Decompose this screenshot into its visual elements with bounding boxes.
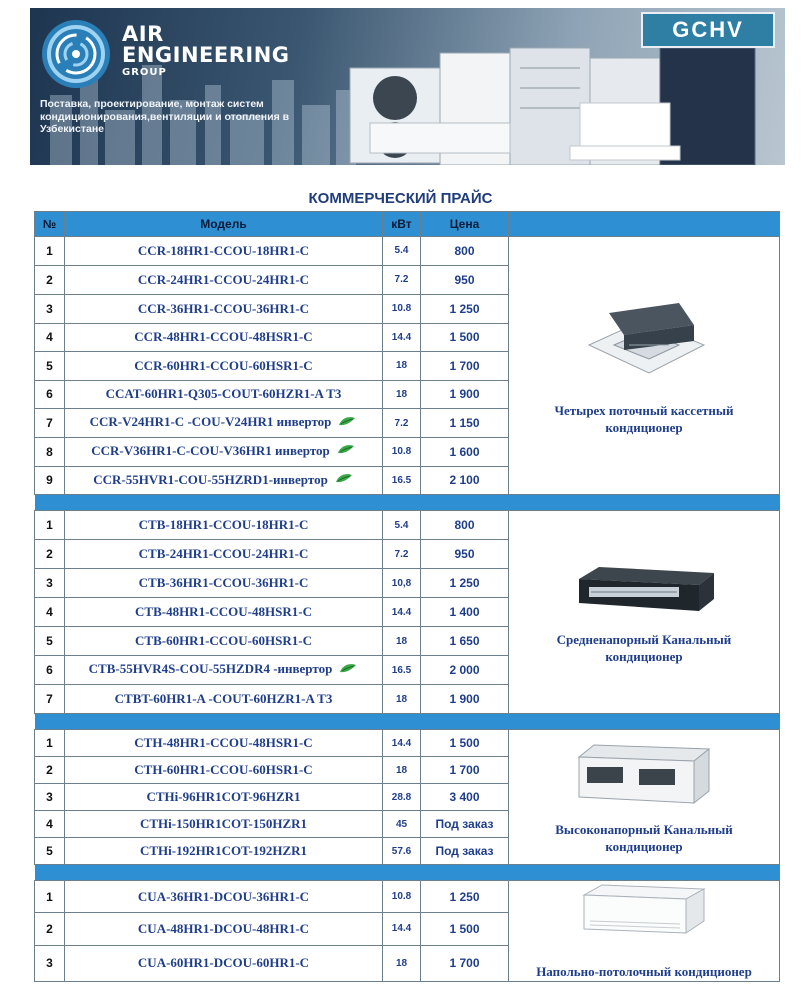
model-cell [65, 913, 383, 945]
power-kw: 14.4 [383, 598, 421, 627]
row-number: 3 [35, 294, 65, 323]
section-description-cell [509, 730, 780, 865]
model-cell [65, 540, 383, 569]
price-value: 1 150 [421, 409, 509, 438]
cassette-ac-image [509, 295, 779, 395]
row-number: 5 [35, 627, 65, 656]
model-name: CCR-55HVR1-COU-55HZRD1-инвертор [93, 471, 328, 487]
model-cell [65, 237, 383, 266]
section-description-cell [509, 511, 780, 714]
row-number: 1 [35, 511, 65, 540]
table-row [35, 730, 780, 757]
model-cell [65, 598, 383, 627]
price-value: 800 [421, 511, 509, 540]
duct-ac-image [509, 559, 779, 624]
price-value: 1 400 [421, 598, 509, 627]
model-name: CTHi-150HR1COT-150HZR1 [139, 816, 308, 831]
model-cell [65, 656, 383, 685]
power-kw: 14.4 [383, 323, 421, 352]
section-description-line2: кондиционер [605, 648, 683, 664]
model-name: CCR-18HR1-CCOU-18HR1-C [137, 242, 310, 258]
section-description-line1: Высоконапорный Канальный [555, 821, 733, 837]
model-name: CTB-36HR1-CCOU-36HR1-C [138, 575, 309, 590]
model-cell [65, 730, 383, 757]
power-kw: 18 [383, 757, 421, 784]
header-banner [30, 8, 785, 165]
model-name: CTHi-96HR1COT-96HZR1 [146, 789, 301, 804]
price-value: 3 400 [421, 784, 509, 811]
table-row [35, 237, 780, 266]
power-kw: 28.8 [383, 784, 421, 811]
row-number: 1 [35, 730, 65, 757]
power-kw: 45 [383, 811, 421, 838]
row-number: 2 [35, 913, 65, 945]
power-kw: 57.6 [383, 838, 421, 865]
power-kw: 16.5 [383, 656, 421, 685]
row-number: 6 [35, 656, 65, 685]
row-number: 8 [35, 438, 65, 467]
model-cell [65, 627, 383, 656]
row-number: 7 [35, 409, 65, 438]
model-name: CCR-48HR1-CCOU-48HSR1-C [134, 329, 313, 345]
model-cell [65, 409, 383, 438]
model-cell [65, 569, 383, 598]
model-name: CTH-60HR1-CCOU-60HSR1-C [134, 762, 313, 777]
section-description-cell [509, 237, 780, 495]
model-name: CCR-24HR1-CCOU-24HR1-C [137, 271, 310, 287]
section-description [509, 632, 779, 666]
price-table [34, 211, 780, 982]
model-name: CCAT-60HR1-Q305-COUT-60HZR1-A T3 [105, 386, 342, 402]
price-value: 1 250 [421, 569, 509, 598]
model-name: CCR-V36HR1-C-COU-V36HR1 инвертор [91, 443, 330, 459]
row-number: 7 [35, 685, 65, 714]
model-name: CTB-18HR1-CCOU-18HR1-C [138, 517, 309, 532]
row-number: 1 [35, 237, 65, 266]
section-divider-cell [35, 495, 780, 511]
power-kw: 18 [383, 627, 421, 656]
power-kw: 7.2 [383, 409, 421, 438]
brand-line-1: AIR [122, 22, 164, 46]
model-cell [65, 323, 383, 352]
header-num: № [35, 212, 65, 237]
price-value: Под заказ [421, 838, 509, 865]
model-cell [65, 784, 383, 811]
price-value: 1 500 [421, 730, 509, 757]
model-name: CTB-55HVR4S-COU-55HZDR4 -инвертор [88, 661, 333, 677]
model-cell [65, 838, 383, 865]
model-cell [65, 881, 383, 913]
eco-leaf-icon [338, 663, 358, 679]
company-tagline: Поставка, проектирование, монтаж систем кондиционирования,вентиляции и отопления в Узбекистане [40, 98, 290, 136]
section-description-line1: Напольно-потолочный кондиционер [536, 964, 752, 979]
table-row [35, 511, 780, 540]
price-value: 1 700 [421, 352, 509, 381]
price-value: 1 250 [421, 881, 509, 913]
header-price: Цена [421, 212, 509, 237]
price-value: 1 700 [421, 757, 509, 784]
gchv-partner-logo: GCHV [641, 12, 775, 48]
price-value: 1 650 [421, 627, 509, 656]
model-cell [65, 265, 383, 294]
eco-leaf-icon [336, 444, 356, 460]
header-blank [509, 212, 780, 237]
model-cell [65, 352, 383, 381]
power-kw: 14.4 [383, 730, 421, 757]
power-kw: 18 [383, 685, 421, 714]
row-number: 4 [35, 811, 65, 838]
price-value: 1 900 [421, 380, 509, 409]
row-number: 1 [35, 881, 65, 913]
price-value: 1 700 [421, 945, 509, 981]
model-name: CUA-60HR1-DCOU-60HR1-C [137, 955, 310, 971]
row-number: 2 [35, 265, 65, 294]
power-kw: 10.8 [383, 881, 421, 913]
model-name: CUA-36HR1-DCOU-36HR1-C [137, 888, 310, 904]
model-cell [65, 438, 383, 467]
price-value: 1 900 [421, 685, 509, 714]
section-divider [35, 714, 780, 730]
power-kw: 10.8 [383, 294, 421, 323]
price-value: 1 600 [421, 438, 509, 467]
brand-line-3: GROUP [122, 67, 167, 78]
row-number: 4 [35, 598, 65, 627]
power-kw: 14.4 [383, 913, 421, 945]
model-cell [65, 511, 383, 540]
price-value: Под заказ [421, 811, 509, 838]
model-name: CTB-24HR1-CCOU-24HR1-C [138, 546, 309, 561]
price-value: 950 [421, 540, 509, 569]
power-kw: 18 [383, 945, 421, 981]
model-name: CCR-V24HR1-C -COU-V24HR1 инвертор [89, 414, 332, 430]
power-kw: 18 [383, 380, 421, 409]
eco-leaf-icon [337, 416, 357, 432]
table-header-row [35, 212, 780, 237]
price-value: 2 000 [421, 656, 509, 685]
model-cell [65, 811, 383, 838]
section-description-line1: Средненапорный Канальный [556, 631, 732, 647]
price-value: 950 [421, 265, 509, 294]
power-kw: 16.5 [383, 466, 421, 495]
model-name: CTHi-192HR1COT-192HZR1 [139, 843, 308, 858]
header-model: Модель [65, 212, 383, 237]
model-cell [65, 685, 383, 714]
table-row [35, 881, 780, 913]
row-number: 3 [35, 784, 65, 811]
model-cell [65, 380, 383, 409]
company-name [122, 24, 290, 78]
floor-ceiling-ac-image [509, 881, 779, 946]
row-number: 3 [35, 945, 65, 981]
hvac-units-image [340, 28, 760, 165]
model-name: CCR-36HR1-CCOU-36HR1-C [137, 300, 310, 316]
model-name: CTB-60HR1-CCOU-60HSR1-C [135, 633, 312, 648]
model-cell [65, 757, 383, 784]
model-cell [65, 294, 383, 323]
price-value: 1 500 [421, 323, 509, 352]
power-kw: 10.8 [383, 438, 421, 467]
row-number: 5 [35, 352, 65, 381]
section-divider-cell [35, 865, 780, 881]
model-name: CUA-48HR1-DCOU-48HR1-C [137, 920, 310, 936]
power-kw: 18 [383, 352, 421, 381]
row-number: 9 [35, 466, 65, 495]
model-name: CTH-48HR1-CCOU-48HSR1-C [134, 735, 313, 750]
power-kw: 5.4 [383, 237, 421, 266]
header-kw: кВт [383, 212, 421, 237]
model-name: CTB-48HR1-CCOU-48HSR1-C [135, 604, 312, 619]
row-number: 2 [35, 757, 65, 784]
price-value: 1 250 [421, 294, 509, 323]
section-description [509, 403, 779, 437]
section-divider [35, 495, 780, 511]
power-kw: 7.2 [383, 540, 421, 569]
power-kw: 5.4 [383, 511, 421, 540]
row-number: 3 [35, 569, 65, 598]
section-divider [35, 865, 780, 881]
section-description-line2: кондиционер [605, 838, 683, 854]
high-pressure-duct-image [509, 739, 779, 814]
row-number: 4 [35, 323, 65, 352]
row-number: 5 [35, 838, 65, 865]
price-value: 1 500 [421, 913, 509, 945]
row-number: 6 [35, 380, 65, 409]
section-description-line2: кондиционер [605, 419, 683, 435]
company-logo-swirl-icon [38, 16, 114, 92]
power-kw: 7.2 [383, 265, 421, 294]
eco-leaf-icon [334, 473, 354, 489]
model-name: CCR-60HR1-CCOU-60HSR1-C [134, 357, 313, 373]
page-title: КОММЕРЧЕСКИЙ ПРАЙС [308, 190, 493, 207]
price-value: 800 [421, 237, 509, 266]
model-cell [65, 466, 383, 495]
section-description-line1: Четырех поточный кассетный [554, 402, 734, 418]
section-divider-cell [35, 714, 780, 730]
section-description [509, 822, 779, 856]
section-description [509, 964, 779, 981]
price-value: 2 100 [421, 466, 509, 495]
section-description-cell [509, 881, 780, 982]
power-kw: 10,8 [383, 569, 421, 598]
model-cell [65, 945, 383, 981]
row-number: 2 [35, 540, 65, 569]
brand-line-2: ENGINEERING [122, 43, 290, 67]
model-name: CTBT-60HR1-A -COUT-60HZR1-A T3 [114, 691, 333, 706]
